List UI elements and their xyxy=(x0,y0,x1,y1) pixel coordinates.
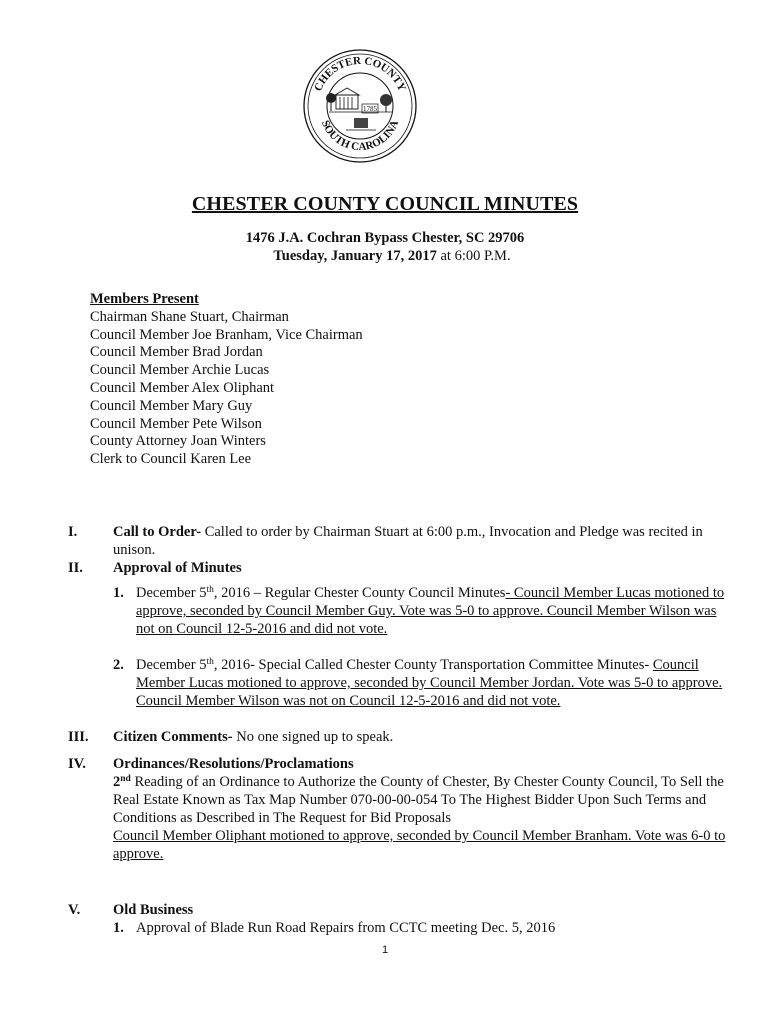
minutes-item-1 xyxy=(68,584,728,638)
section-approval-of-minutes xyxy=(68,559,728,577)
section-citizen-comments xyxy=(68,728,728,746)
section-heading: Call to Order- xyxy=(113,524,202,540)
seal-year: 1785 xyxy=(363,105,377,114)
old-business-item-1 xyxy=(68,919,728,937)
meeting-time: at 6:00 P.M. xyxy=(436,248,511,264)
item-number: 1. xyxy=(113,920,124,936)
ordinance-reading-suffix: nd xyxy=(120,774,131,784)
minutes-item-2 xyxy=(68,656,728,710)
ordinance-motion: Council Member Oliphant motioned to approve, seconded by Council Member Branham. Vote was 6-0 to approve. xyxy=(113,828,726,862)
ordinance-text: Reading of an Ordinance to Authorize the County of Chester, By Chester County Council, To Sell the Real Estate Known as Tax Map Number 070-00-00-054 To The Highest Bidder Upon Such Terms and Conditions as Described in The Request for Bid Proposals xyxy=(113,774,724,826)
item-number: 2. xyxy=(113,657,124,673)
item-date: December 5 xyxy=(136,657,207,673)
item-text: , 2016- Special Called Chester County Transportation Committee Minutes- xyxy=(213,657,653,673)
seal-bottom-text: SOUTH CAROLINA xyxy=(318,118,402,154)
section-number: I. xyxy=(68,524,78,540)
section-number: III. xyxy=(68,729,89,745)
item-motion: - Council Member Lucas motioned to approve, seconded by Council Member Guy. Vote was 5-0 to approve. Council Member Wilson was not on Council 12-5-2016 and did not vote. xyxy=(136,585,725,637)
section-ordinances xyxy=(68,755,728,863)
section-old-business xyxy=(68,901,728,919)
document-title: CHESTER COUNTY COUNCIL MINUTES xyxy=(191,193,579,215)
section-number: IV. xyxy=(68,756,86,772)
ordinance-reading-number: 2 xyxy=(113,774,121,790)
item-text: Approval of Blade Run Road Repairs from CCTC meeting Dec. 5, 2016 xyxy=(136,920,556,936)
member-line: Council Member Pete Wilson xyxy=(90,415,262,432)
member-line: County Attorney Joan Winters xyxy=(90,433,266,450)
page-number: 1 xyxy=(381,944,389,956)
member-line: Council Member Alex Oliphant xyxy=(90,379,275,396)
members-present xyxy=(90,291,363,469)
section-heading: Old Business xyxy=(113,902,194,918)
county-seal-logo xyxy=(302,48,418,164)
section-call-to-order xyxy=(68,523,728,559)
section-heading: Approval of Minutes xyxy=(113,560,242,576)
item-date: December 5 xyxy=(136,585,207,601)
member-line: Council Member Brad Jordan xyxy=(90,344,263,361)
meeting-date-bold: Tuesday, January 17, 2017 xyxy=(273,248,437,264)
members-heading: Members Present xyxy=(90,291,199,307)
item-text: , 2016 – Regular Chester County Council Minutes xyxy=(213,585,506,601)
section-number: II. xyxy=(68,560,83,576)
meeting-address: 1476 J.A. Cochran Bypass Chester, SC 29706 xyxy=(245,230,525,246)
item-date-suffix: th xyxy=(206,585,214,595)
section-heading: Citizen Comments- xyxy=(113,729,233,745)
member-line: Clerk to Council Karen Lee xyxy=(90,451,252,468)
item-motion: Council Member Lucas motioned to approve, seconded by Council Member Jordan. Vote was 5-0 to approve. Council Member Wilson was not on Council 12-5-2016 and did not vote. xyxy=(136,657,723,709)
member-line: Council Member Joe Branham, Vice Chairman xyxy=(90,326,363,343)
item-number: 1. xyxy=(113,585,124,601)
item-date-suffix: th xyxy=(206,657,214,667)
member-line: Council Member Archie Lucas xyxy=(90,362,270,379)
meeting-date xyxy=(0,248,770,265)
section-number: V. xyxy=(68,902,81,918)
section-text: No one signed up to speak. xyxy=(232,729,394,745)
section-heading: Ordinances/Resolutions/Proclamations xyxy=(113,756,354,772)
member-line: Council Member Mary Guy xyxy=(90,397,253,414)
section-text: Called to order by Chairman Stuart at 6:00 p.m., Invocation and Pledge was recited in unison. xyxy=(113,524,703,558)
member-line: Chairman Shane Stuart, Chairman xyxy=(90,308,289,325)
seal-top-text: CHESTER COUNTY xyxy=(312,54,408,94)
